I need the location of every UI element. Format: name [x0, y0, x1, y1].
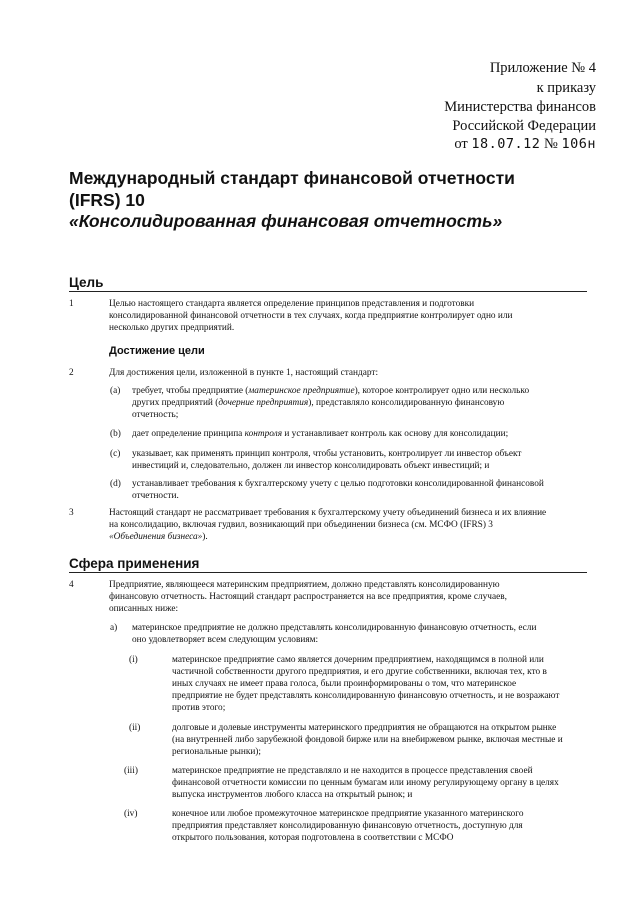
item-iii-line3: выпуска инструментов любого класса на открытый рынок; и [172, 790, 413, 800]
section-heading-goal: Цель [69, 275, 104, 290]
paragraph-1-line3: несколько других предприятий. [109, 323, 235, 333]
header-ministry: Министерства финансов [444, 99, 596, 115]
item-a-line2: других предприятий (дочерние предприятия), представляло консолидированную финансовую [132, 398, 505, 408]
paragraph-3-line3: «Объединения бизнеса»). [109, 532, 208, 542]
section-rule-scope [69, 572, 587, 573]
item-ii-line2: (на внутренней либо зарубежной фондовой бирже или на внебиржевом рынке, включая местные и [172, 735, 563, 745]
item-iv-line1: конечное или любое промежуточное материнское предприятие указанного материнского [172, 809, 524, 819]
list-marker-i: (i) [129, 655, 138, 665]
document-title-line1: Международный стандарт финансовой отчетности [69, 168, 515, 188]
item-c-line1: указывает, как применять принцип контроля, чтобы установить, контролирует ли инвестор объект [132, 449, 522, 459]
list-marker-4a: a) [110, 623, 118, 633]
item-a-line3: отчетность; [132, 410, 179, 420]
item-d-line1: устанавливает требования к бухгалтерскому учету с целью подготовки консолидированной финансовой [132, 479, 544, 489]
header-date: 18.07.12 [471, 136, 541, 152]
paragraph-number-3: 3 [69, 508, 74, 518]
header-date-prefix: от [454, 136, 468, 152]
paragraph-3-line1: Настоящий стандарт не рассматривает требования к бухгалтерскому учету объединений бизнеса и их влияние [109, 508, 547, 518]
item-iii-line2: финансовой отчетности комиссии по ценным бумагам или иному регулирующему органу в целях [172, 778, 559, 788]
header-appendix: Приложение № 4 [489, 60, 596, 76]
section-rule-goal [69, 291, 587, 292]
list-marker-iii: (iii) [124, 766, 138, 776]
list-marker-d: (d) [110, 479, 121, 489]
paragraph-2-intro: Для достижения цели, изложенной в пункте 1, настоящий стандарт: [109, 368, 379, 378]
list-marker-iv: (iv) [124, 809, 138, 819]
list-marker-a: (a) [110, 386, 121, 396]
item-c-line2: инвестиций и, следовательно, должен ли инвестор консолидировать объект инвестиций; и [132, 461, 490, 471]
paragraph-4-line1: Предприятие, являющееся материнским предприятием, должно представлять консолидированную [109, 580, 500, 590]
item-iii-line1: материнское предприятие не представляло и не находится в процессе представления своей [172, 766, 533, 776]
item-iv-line3: открытого пользования, которая подготовлена в соответствии с МСФО [172, 833, 454, 843]
item-i-line4: предприятие не будет представлять консолидированную финансовую отчетность, и не возражают [172, 691, 560, 701]
list-marker-b: (b) [110, 429, 121, 439]
item-a-line1: требует, чтобы предприятие (материнское предприятие), которое контролирует одно или несколько [132, 386, 530, 396]
paragraph-3-line2: на консолидацию, включая гудвил, возникающий при объединении бизнеса (см. МСФО (IFRS) 3 [109, 520, 493, 530]
item-ii-line3: региональные рынки); [172, 747, 261, 757]
item-d-line2: отчетности. [132, 491, 179, 501]
subsection-heading-achievement: Достижение цели [109, 345, 205, 357]
paragraph-number-2: 2 [69, 368, 74, 378]
item-i-line1: материнское предприятие само является дочерним предприятием, находящимся в полной или [172, 655, 544, 665]
header-order: к приказу [536, 80, 596, 96]
paragraph-number-1: 1 [69, 299, 74, 309]
header-number: 106н [561, 136, 596, 152]
item-i-line5: против этого; [172, 703, 226, 713]
item-b-line1: дает определение принципа контроля и устанавливает контроль как основу для консолидации; [132, 429, 509, 439]
list-marker-ii: (ii) [129, 723, 141, 733]
header-country: Российской Федерации [452, 118, 596, 134]
item-4a-line2: оно удовлетворяет всем следующим условиям: [132, 635, 319, 645]
document-title-line2: (IFRS) 10 [69, 190, 145, 210]
paragraph-number-4: 4 [69, 580, 74, 590]
document-title-line3: «Консолидированная финансовая отчетность» [69, 211, 503, 231]
header-date-line [454, 136, 596, 153]
item-ii-line1: долговые и долевые инструменты материнского предприятия не обращаются на открытом рынке [172, 723, 557, 733]
item-4a-line1: материнское предприятие не должно представлять консолидированную финансовую отчетность, если [132, 623, 537, 633]
paragraph-1-line1: Целью настоящего стандарта является определение принципов представления и подготовки [109, 299, 475, 309]
item-i-line2: частичной собственности другого предприятия, и его другие собственники, включая тех, кто в [172, 667, 547, 677]
item-i-line3: иных случаях не имеет права голоса, были проинформированы о том, что материнское [172, 679, 517, 689]
header-number-label: № [544, 136, 558, 152]
paragraph-1-line2: консолидированной финансовой отчетности в тех случаях, когда предприятие контролирует одно или [109, 311, 513, 321]
paragraph-4-line2: финансовую отчетность. Настоящий стандарт распространяется на все предприятия, кроме случаев, [109, 592, 507, 602]
paragraph-4-line3: описанных ниже: [109, 604, 179, 614]
item-iv-line2: предприятия представляет консолидированную финансовую отчетность, доступную для [172, 821, 523, 831]
list-marker-c: (c) [110, 449, 121, 459]
section-heading-scope: Сфера применения [69, 556, 200, 571]
